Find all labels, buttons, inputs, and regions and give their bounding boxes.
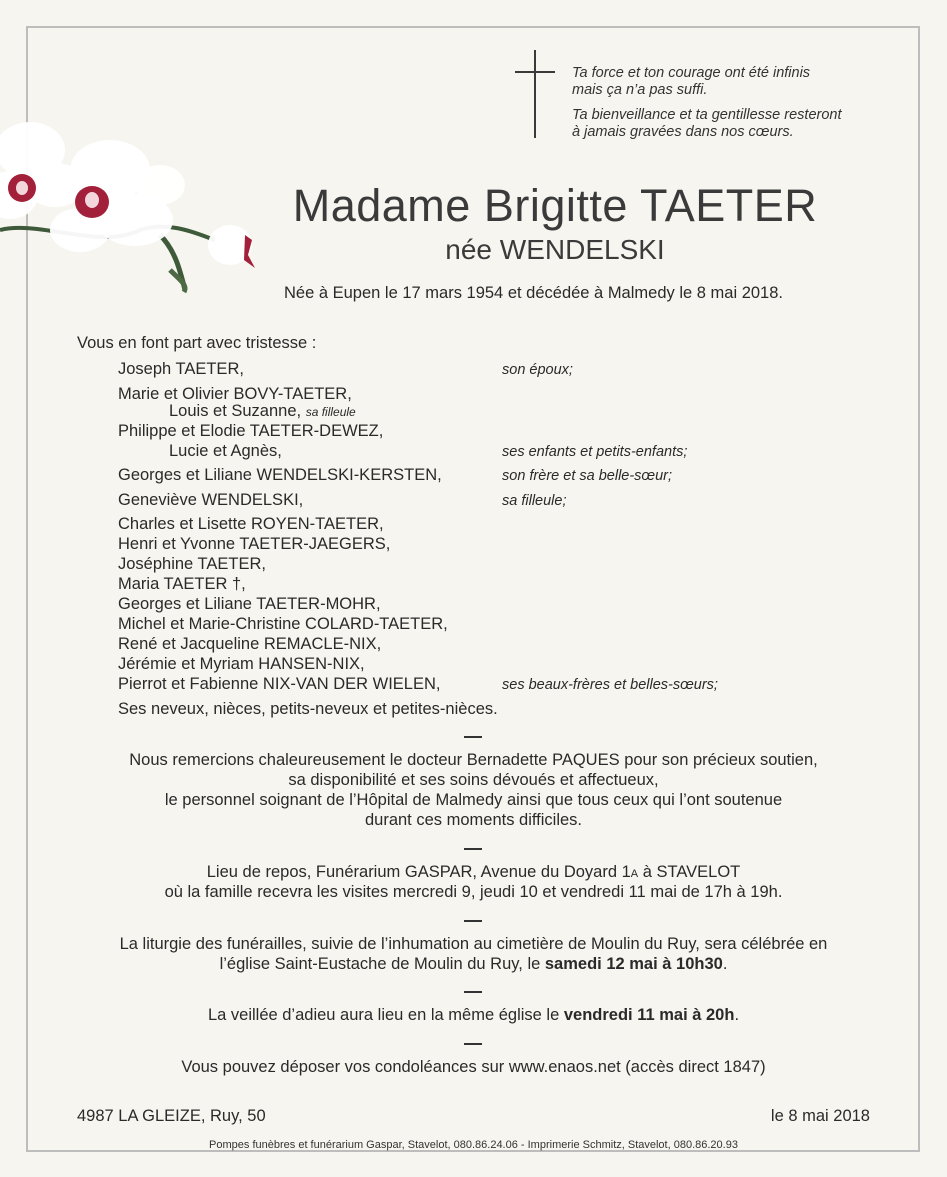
family-member: Michel et Marie-Christine COLARD-TAETER, bbox=[118, 615, 448, 633]
vigil-text: La veillée d’adieu aura lieu en la même église le bbox=[207, 1006, 564, 1024]
relation-label: ses enfants et petits-enfants; bbox=[502, 444, 688, 460]
family-member: Philippe et Elodie TAETER-DEWEZ, bbox=[118, 422, 384, 440]
quote-line: mais ça n’a pas suffi. bbox=[572, 82, 708, 98]
relation-label: son époux; bbox=[502, 362, 573, 378]
relation-label: sa filleule; bbox=[502, 493, 567, 509]
rest-location-city: à STAVELOT bbox=[638, 863, 741, 881]
thanks-line: durant ces moments difficiles. bbox=[364, 811, 583, 829]
cross-icon-bar bbox=[515, 71, 555, 73]
thanks-line: le personnel soignant de l’Hôpital de Malmedy ainsi que tous ceux qui l’ont soutenue bbox=[164, 791, 783, 809]
relation-label: ses beaux-frères et belles-sœurs; bbox=[502, 677, 718, 693]
family-member: Geneviève WENDELSKI, bbox=[118, 491, 304, 509]
relation-label: son frère et sa belle-sœur; bbox=[502, 468, 673, 484]
family-member: Ses neveux, nièces, petits-neveux et petites-nièces. bbox=[118, 700, 498, 718]
vigil-date: vendredi 11 mai à 20h bbox=[563, 1006, 735, 1024]
maiden-name: née WENDELSKI bbox=[445, 234, 665, 265]
notice-date: le 8 mai 2018 bbox=[770, 1107, 870, 1125]
intro-text: Vous en font part avec tristesse : bbox=[77, 334, 317, 352]
family-member: Charles et Lisette ROYEN-TAETER, bbox=[118, 515, 384, 533]
family-member-name: Louis et Suzanne, bbox=[169, 402, 302, 420]
quote-stanza-1 bbox=[572, 65, 810, 99]
visiting-hours: où la famille recevra les visites mercredi 9, jeudi 10 et vendredi 11 mai de 17h à 19h. bbox=[164, 883, 783, 901]
section-divider bbox=[464, 1043, 482, 1045]
printer-footer: Pompes funèbres et funérarium Gaspar, Stavelot, 080.86.24.06 - Imprimerie Schmitz, Stavelot, 080.86.20.93 bbox=[209, 1139, 738, 1151]
quote-line: à jamais gravées dans nos cœurs. bbox=[572, 124, 794, 140]
thanks-line: Nous remercions chaleureusement le docteur Bernadette PAQUES pour son précieux soutien, bbox=[129, 751, 818, 769]
family-member: René et Jacqueline REMACLE-NIX, bbox=[118, 635, 382, 653]
birth-death-dates: Née à Eupen le 17 mars 1954 et décédée à Malmedy le 8 mai 2018. bbox=[284, 284, 783, 302]
section-divider bbox=[464, 920, 482, 922]
liturgy-end: . bbox=[722, 955, 728, 973]
rest-location-suffix: A bbox=[630, 868, 639, 880]
family-member bbox=[169, 402, 356, 421]
vigil-line bbox=[0, 1006, 947, 1025]
family-member: Lucie et Agnès, bbox=[169, 442, 282, 460]
family-member: Joséphine TAETER, bbox=[118, 555, 266, 573]
liturgy-date: samedi 12 mai à 10h30 bbox=[544, 955, 723, 973]
family-member: Georges et Liliane WENDELSKI-KERSTEN, bbox=[118, 466, 442, 484]
family-member: Joseph TAETER, bbox=[118, 360, 244, 378]
family-member-note: sa filleule bbox=[305, 405, 356, 419]
rest-location bbox=[0, 863, 947, 882]
liturgy-line bbox=[0, 955, 947, 974]
thanks-line: sa disponibilité et ses soins dévoués et affectueux, bbox=[288, 771, 659, 789]
rest-location-text: Lieu de repos, Funérarium GASPAR, Avenue du Doyard 1 bbox=[206, 863, 631, 881]
liturgy-line: La liturgie des funérailles, suivie de l’inhumation au cimetière de Moulin du Ruy, sera célébrée en bbox=[119, 935, 828, 953]
section-divider bbox=[464, 848, 482, 850]
family-member: Maria TAETER †, bbox=[118, 575, 246, 593]
address: 4987 LA GLEIZE, Ruy, 50 bbox=[77, 1107, 266, 1125]
cross-icon bbox=[534, 50, 536, 138]
section-divider bbox=[464, 736, 482, 738]
family-member: Jérémie et Myriam HANSEN-NIX, bbox=[118, 655, 365, 673]
family-member: Pierrot et Fabienne NIX-VAN DER WIELEN, bbox=[118, 675, 441, 693]
quote-stanza-2 bbox=[572, 107, 842, 141]
quote-line: Ta force et ton courage ont été infinis bbox=[572, 65, 811, 81]
family-member: Henri et Yvonne TAETER-JAEGERS, bbox=[118, 535, 391, 553]
condolences-line: Vous pouvez déposer vos condoléances sur www.enaos.net (accès direct 1847) bbox=[181, 1058, 766, 1076]
section-divider bbox=[464, 991, 482, 993]
deceased-name: Madame Brigitte TAETER bbox=[292, 180, 818, 231]
quote-line: Ta bienveillance et ta gentillesse resteront bbox=[572, 107, 842, 123]
family-member: Marie et Olivier BOVY-TAETER, bbox=[118, 385, 352, 403]
vigil-end: . bbox=[734, 1006, 740, 1024]
liturgy-text: l’église Saint-Eustache de Moulin du Ruy, le bbox=[219, 955, 545, 973]
family-member: Georges et Liliane TAETER-MOHR, bbox=[118, 595, 381, 613]
